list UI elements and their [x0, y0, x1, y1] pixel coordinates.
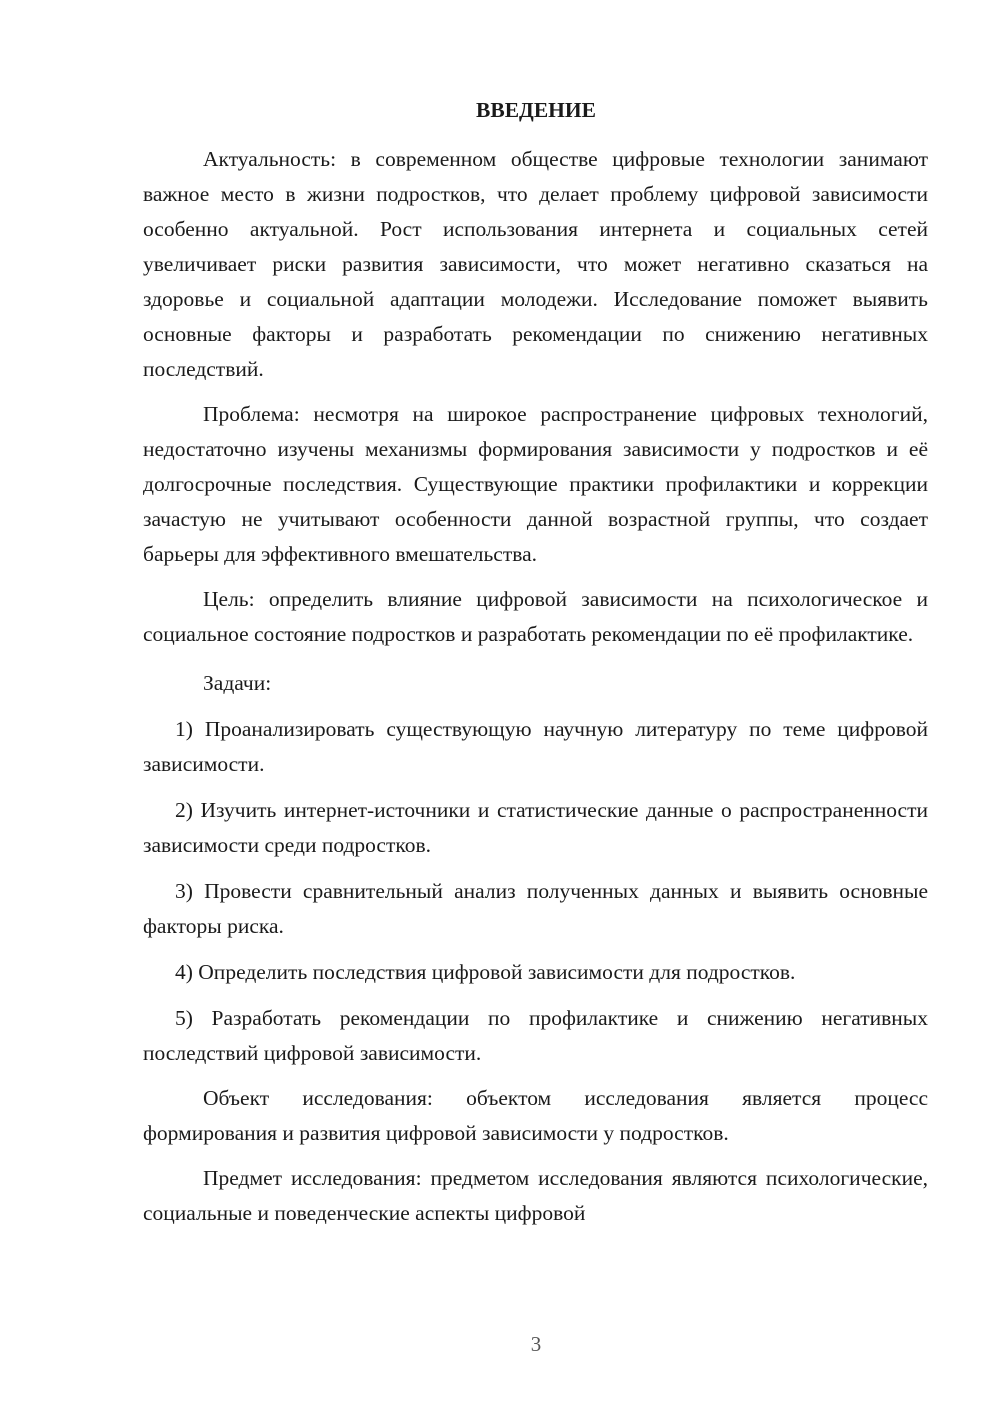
paragraph-problem: Проблема: несмотря на широкое распространение цифровых технологий, недостаточно изучены механизмы формирования зависимости у подростков и её долгосрочные последствия. Существующие практики профилактики и коррекции зачастую не учитывают особенности данной возрастной группы, что создает барьеры для эффективного вмешательства. [143, 402, 928, 566]
page-number: 3 [530, 1332, 542, 1356]
tasks-heading: Задачи: [203, 671, 272, 695]
section-title: ВВЕДЕНИЕ [476, 98, 596, 122]
task-item-2: 2) Изучить интернет-источники и статистические данные о распространенности зависимости среди подростков. [143, 798, 928, 857]
task-item-5: 5) Разработать рекомендации по профилактике и снижению негативных последствий цифровой зависимости. [143, 1006, 928, 1065]
paragraph-goal: Цель: определить влияние цифровой зависимости на психологическое и социальное состояние подростков и разработать рекомендации по её профилактике. [143, 587, 928, 646]
task-item-1: 1) Проанализировать существующую научную литературу по теме цифровой зависимости. [143, 717, 928, 776]
paragraph-relevance: Актуальность: в современном обществе цифровые технологии занимают важное место в жизни подростков, что делает проблему цифровой зависимости особенно актуальной. Рост использования интернета и социальных сетей увеличивает риски развития зависимости, что может негативно сказаться на здоровье и социальной адаптации молодежи. Исследование поможет выявить основные факторы и разработать рекомендации по снижению негативных последствий. [143, 147, 928, 381]
body-text [143, 142, 928, 1231]
task-item-4: 4) Определить последствия цифровой зависимости для подростков. [175, 960, 796, 984]
paragraph-object: Объект исследования: объектом исследования является процесс формирования и развития цифровой зависимости у подростков. [143, 1086, 928, 1145]
task-item-3: 3) Провести сравнительный анализ полученных данных и выявить основные факторы риска. [143, 879, 928, 938]
paragraph-subject: Предмет исследования: предметом исследования являются психологические, социальные и поведенческие аспекты цифровой [143, 1166, 928, 1225]
